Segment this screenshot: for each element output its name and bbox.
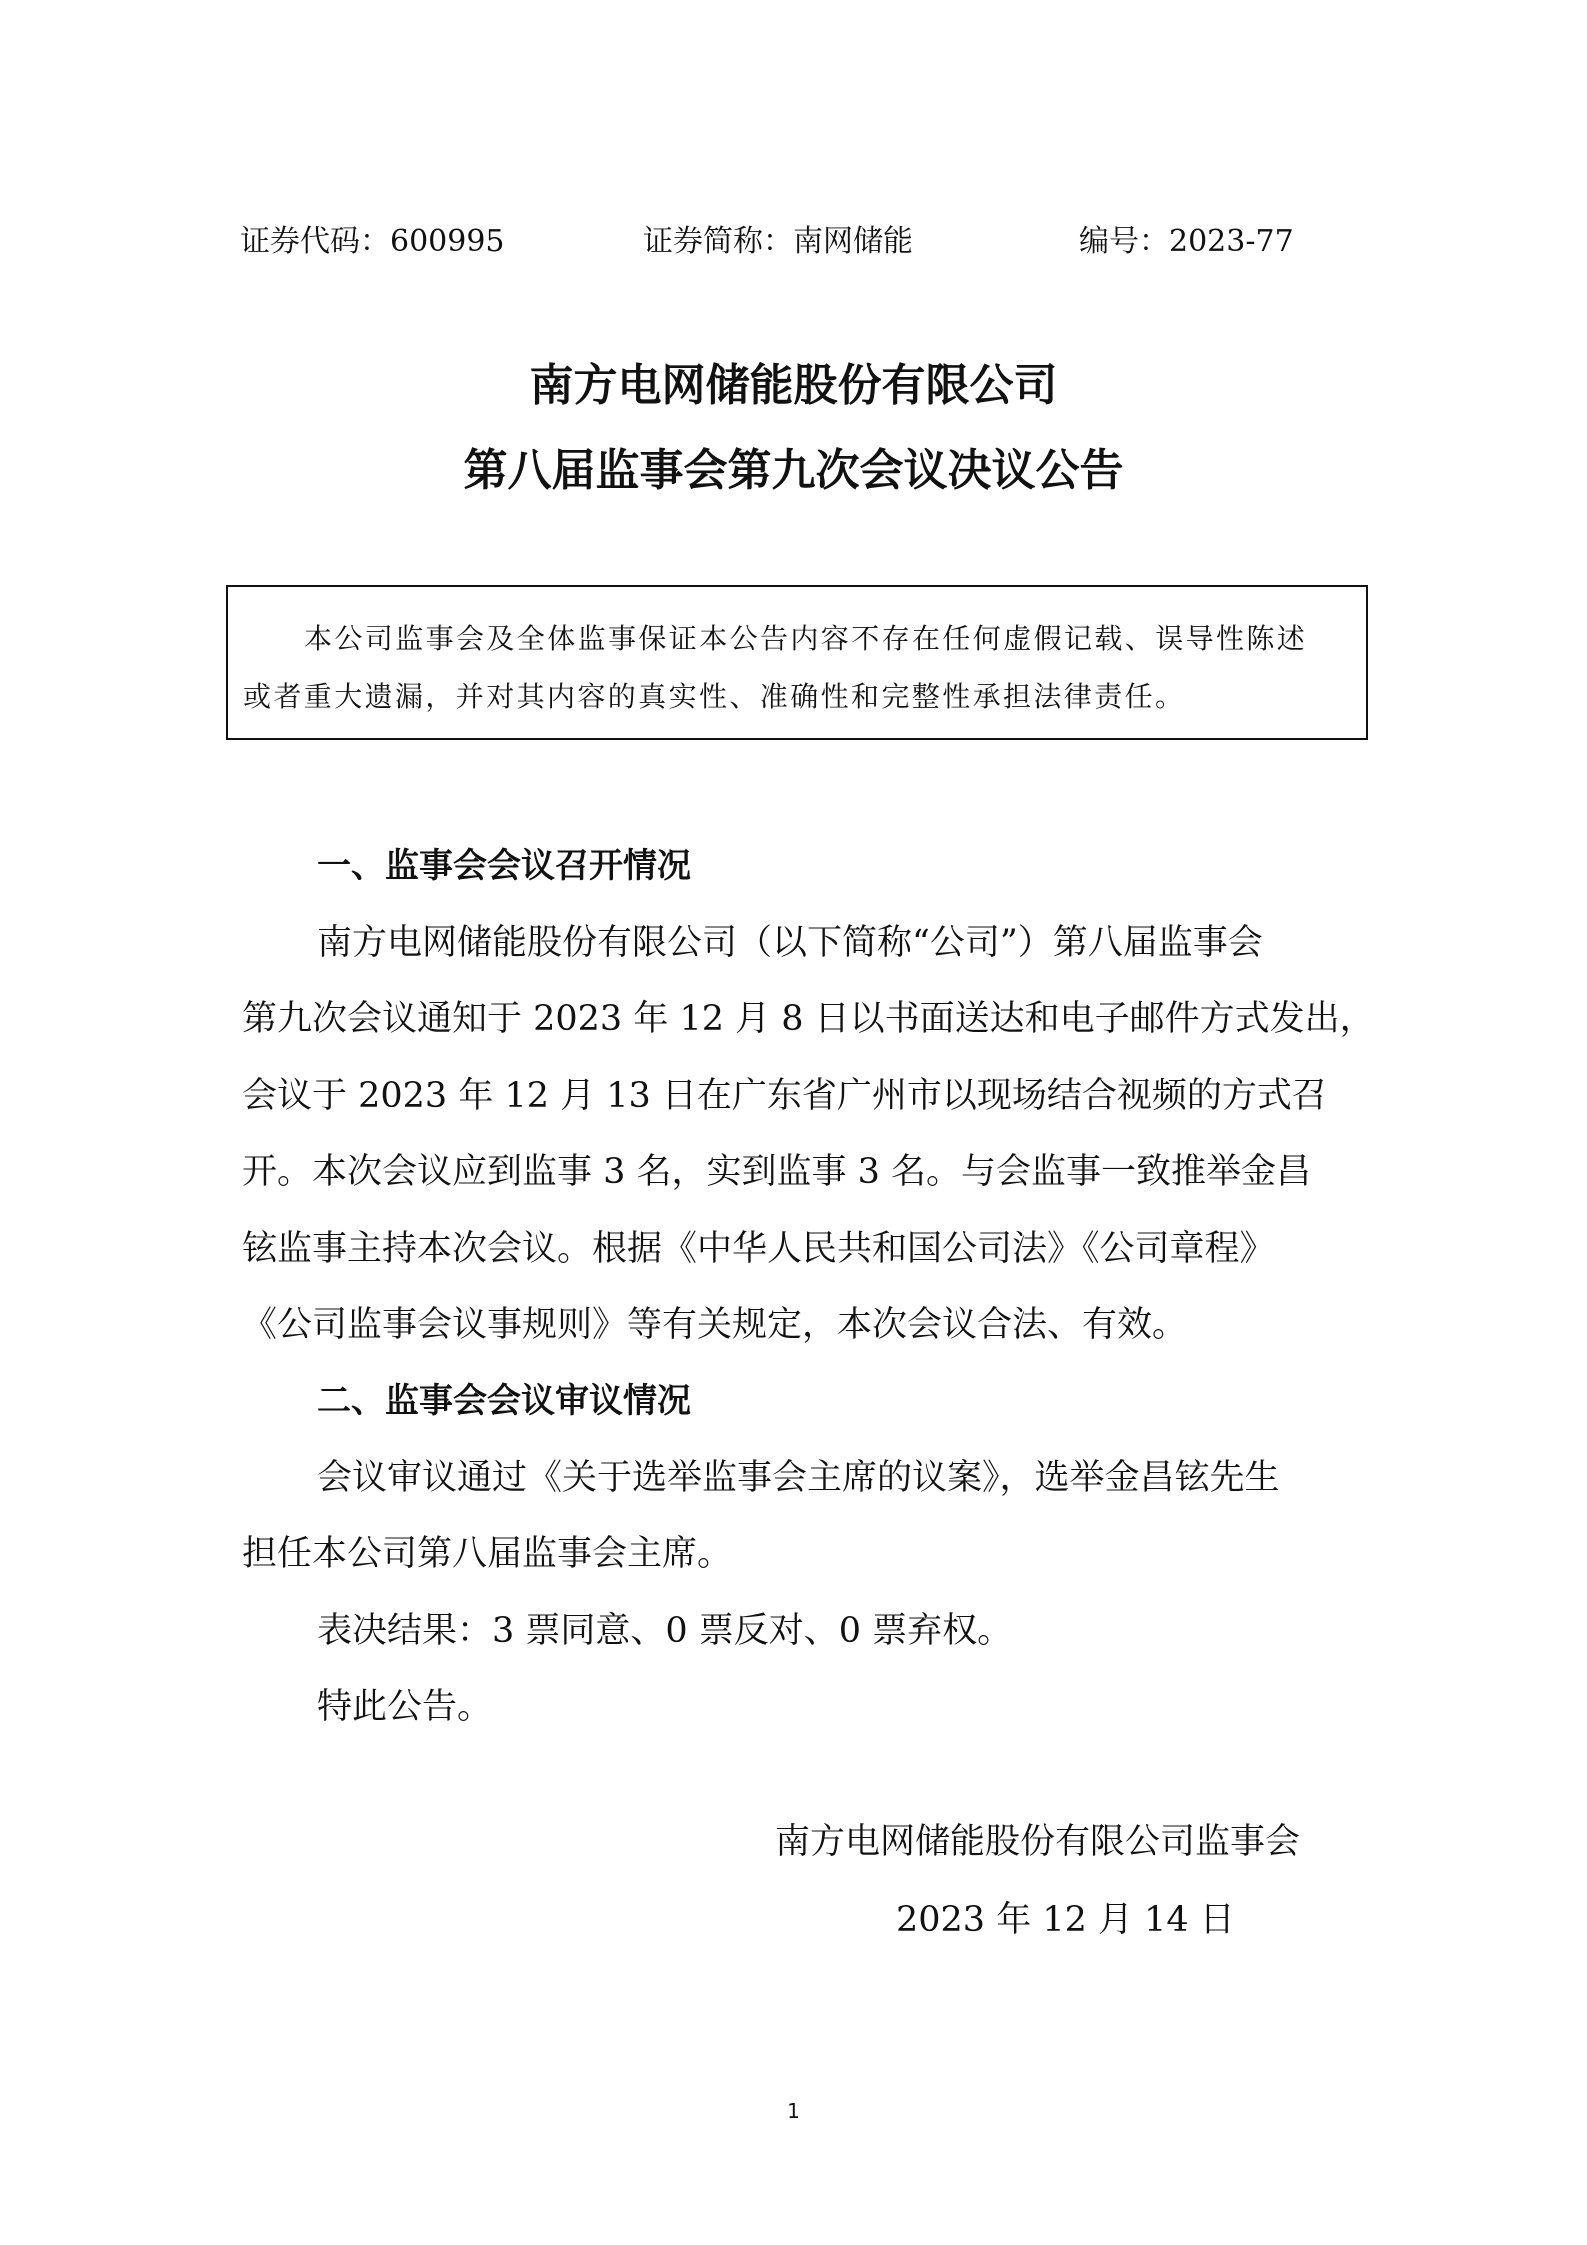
stock-code: 证券代码：600995: [240, 224, 505, 259]
section-2-heading: 二、监事会会议审议情况: [317, 1381, 691, 1421]
disclaimer-line-2: 或者重大遗漏，并对其内容的真实性、准确性和完整性承担法律责任。: [243, 680, 1186, 713]
page-number: 1: [787, 2099, 800, 2123]
section-1-line-6: 《公司监事会议事规则》等有关规定，本次会议合法、有效。: [242, 1305, 1188, 1345]
section-2-line-2: 担任本公司第八届监事会主席。: [242, 1534, 733, 1574]
section-1-line-5: 铉监事主持本次会议。根据《中华人民共和国公司法》《公司章程》: [242, 1229, 1275, 1269]
signature-organization: 南方电网储能股份有限公司监事会: [775, 1822, 1301, 1862]
disclaimer-box: [226, 585, 1368, 740]
section-1-heading: 一、监事会会议召开情况: [317, 846, 691, 886]
section-1-line-1: 南方电网储能股份有限公司（以下简称“公司”）第八届监事会: [317, 923, 1263, 963]
section-1-line-3: 会议于 2023 年 12 月 13 日在广东省广州市以现场结合视频的方式召: [242, 1076, 1327, 1116]
stock-abbreviation: 证券简称：南网储能: [643, 224, 913, 259]
serial-number: 编号：2023-77: [1079, 224, 1294, 259]
section-2-line-1: 会议审议通过《关于选举监事会主席的议案》，选举金昌铉先生: [317, 1458, 1280, 1498]
closing-statement: 特此公告。: [317, 1687, 493, 1727]
section-1-line-2: 第九次会议通知于 2023 年 12 月 8 日以书面送达和电子邮件方式发出，: [242, 999, 1375, 1039]
section-1-line-4: 开。本次会议应到监事 3 名，实到监事 3 名。与会监事一致推举金昌: [242, 1152, 1312, 1192]
announcement-header: [0, 218, 1587, 266]
disclaimer-line-1: 本公司监事会及全体监事保证本公告内容不存在任何虚假记载、误导性陈述: [304, 622, 1308, 655]
announcement-title: 第八届监事会第九次会议决议公告: [463, 445, 1124, 496]
company-title: 南方电网储能股份有限公司: [529, 360, 1058, 411]
signature-date: 2023 年 12 月 14 日: [896, 1900, 1235, 1940]
vote-result: 表决结果：3 票同意、0 票反对、0 票弃权。: [317, 1611, 1013, 1651]
